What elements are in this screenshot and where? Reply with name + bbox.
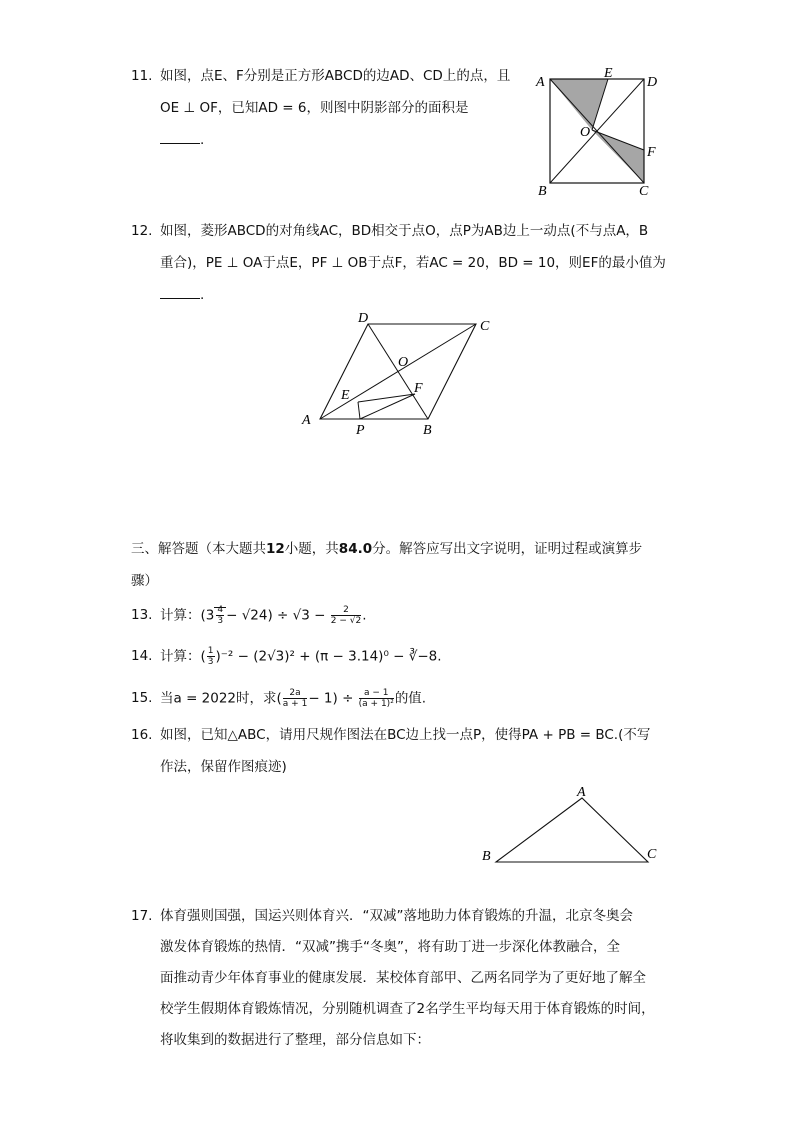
q13-expression: 计算：(3 $\frac{4}{3}$ − √24) ÷ √3 − $\frac{2}{2 - √2}$ . [160,605,367,626]
q17-text-line5: 将收集到的数据进行了整理，部分信息如下： [160,1032,430,1048]
q11-label-d: D [647,75,658,90]
q12-diagonal-bd [368,324,428,419]
q11-text-line2: OE ⊥ OF，已知AD = 6，则图中阴影部分的面积是 [160,100,469,116]
q12-number: 12. [131,223,153,239]
q17-text-line2: 激发体育锻炼的热情．“双减”携手“冬奥”，将有助丁进一步深化体教融合，全 [160,939,620,955]
q16-text-line1: 如图，已知△ABC，请用尺规作图法在BC边上找一点P，使得PA + PB = BC.(不写 [160,727,651,743]
q11-label-b: B [538,184,547,196]
q16-label-b: B [482,849,491,864]
q16-number: 16. [131,727,153,743]
q11-label-f: F [647,145,656,160]
q11-text-line1: 如图，点E、F分别是正方形ABCD的边AD、CD上的点，且 [160,68,511,84]
q16-label-a: A [577,785,586,800]
q11-label-a: A [536,75,545,90]
q17-text-line3: 面推动青少年体育事业的健康发展．某校体育部甲、乙两名同学为了更好地了解全 [160,970,646,986]
section3-title-line2: 骤） [131,573,158,589]
q14-expression: 计算：( $\frac{1}{3}$ )⁻² − (2√3)² + (π − 3.14)⁰ − ∛−8. [160,646,442,667]
q11-answer-blank[interactable] [160,130,200,144]
q15-number: 15. [131,690,153,706]
q11-shaded-triangle-top [550,79,608,130]
q14-number: 14. [131,648,153,664]
q11-number: 11. [131,68,153,84]
q11-label-c: C [639,184,649,196]
q12-label-p: P [356,423,365,438]
q12-answer-line: . [160,285,204,305]
section3-title: 三、解答题（本大题共12小题，共84.0分。解答应写出文字说明，证明过程或演算步 [131,541,643,557]
q11-figure-square [530,66,660,196]
q11-answer-line: . [160,130,204,150]
q12-label-e: E [341,388,350,403]
q12-answer-blank[interactable] [160,285,200,299]
q12-label-d: D [358,311,369,326]
q12-segment-pe [358,402,360,419]
q16-label-c: C [647,847,657,862]
q12-text-line2: 重合)，PE ⊥ OA于点E，PF ⊥ OB于点F，若AC = 20，BD = 10，则EF的最小值为 [160,255,666,271]
q12-label-o: O [398,355,409,370]
q16-text-line2: 作法，保留作图痕迹) [160,759,287,775]
q12-figure-rhombus [296,306,506,440]
q12-label-f: F [414,381,423,396]
q12-label-b: B [423,423,432,438]
q17-text-line1: 体育强则国强，国运兴则体育兴．“双减”落地助力体育锻炼的升温，北京冬奥会 [160,908,633,924]
q12-label-a: A [302,413,311,428]
q11-label-e: E [604,66,613,81]
q13-number: 13. [131,607,153,623]
q17-text-line4: 校学生假期体育锻炼情况，分别随机调查了2名学生平均每天用于体育锻炼的时间， [160,1001,655,1017]
q12-text-line1: 如图，菱形ABCD的对角线AC，BD相交于点O，点P为AB边上一动点(不与点A，B [160,223,649,239]
q12-label-c: C [480,319,490,334]
q17-number: 17. [131,908,153,924]
q15-expression: 当a = 2022时，求( $\frac{2a}{a + 1}$ − 1) ÷ $\frac{a - 1}{\text{(a + 1)²}}$ 的值. [160,688,427,709]
q16-triangle [496,798,648,862]
q11-label-o: O [580,125,591,140]
q16-figure-triangle [478,780,668,870]
